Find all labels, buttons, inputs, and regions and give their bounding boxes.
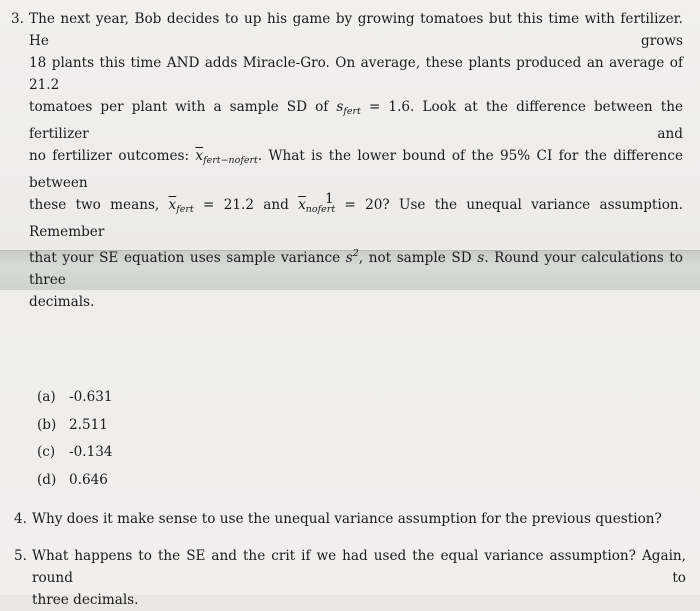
x-diff-symbol: [195, 148, 257, 164]
q3-line-7: decimals.: [29, 294, 95, 310]
equals-fert-value: = 21.2 and: [193, 197, 299, 213]
s-squared-symbol: [346, 250, 359, 266]
question-3-text: [29, 8, 683, 313]
question-4-number: 4.: [14, 511, 27, 527]
s-fert-symbol: [336, 99, 360, 115]
q3-line-5-text: these two means,: [29, 197, 169, 213]
q3-line-6-tail: . Round your calculations to three: [29, 250, 683, 288]
s-symbol: s: [336, 99, 344, 115]
option-value: -0.631: [69, 389, 113, 405]
page-number: 1: [325, 191, 334, 207]
nofert-subscript: nofert: [305, 204, 336, 215]
fert-subscript: fert: [176, 204, 194, 215]
fert-subscript: fert: [343, 106, 361, 117]
q3-line-1: The next year, Bob decides to up his game by growing tomatoes but this time with fertilizer. He grows: [29, 11, 683, 49]
xbar-symbol: $\overline{x}$: [195, 148, 204, 164]
q3-line-4: [29, 145, 683, 194]
q3-line-4-text: no fertilizer outcomes:: [29, 148, 196, 164]
option-value: -0.134: [69, 444, 113, 460]
option-value: 2.511: [69, 416, 108, 433]
q5-line-1: What happens to the SE and the crit if we had used the equal variance assumption? Again, round to: [32, 548, 686, 586]
option-value: 0.646: [69, 471, 108, 488]
q3-line-2: 18 plants this time AND adds Miracle-Gro. On average, these plants produced an average of 21.2: [29, 55, 683, 93]
option-label: (d): [37, 471, 57, 488]
q3-line-6-mid: , not sample SD: [358, 250, 478, 266]
equals-nofert-value: = 20? Use the unequal variance assumption. Remember: [29, 197, 683, 240]
option-a[interactable]: [37, 386, 113, 414]
q3-line-3-tail: = 1.6. Look at the difference between the fertilizer and: [29, 99, 683, 142]
option-c[interactable]: [37, 441, 113, 469]
option-d[interactable]: [37, 469, 113, 497]
option-label: (a): [37, 389, 56, 405]
q3-line-3-text: tomatoes per plant with a sample SD of: [29, 99, 337, 115]
q4-line-1: Why does it make sense to use the unequal variance assumption for the previous question?: [32, 511, 662, 527]
exponent-2: 2: [352, 248, 359, 259]
option-label: (b): [37, 416, 57, 433]
q3-line-4-tail: . What is the lower bound of the 95% CI for the difference between: [29, 148, 683, 191]
xbar-symbol: $\overline{x}$: [168, 197, 177, 213]
answer-options: [37, 386, 113, 496]
s-symbol: s: [477, 250, 485, 266]
question-5-text: [32, 545, 686, 611]
question-4-text: [32, 508, 686, 530]
q3-line-3: [29, 96, 683, 145]
option-label: (c): [37, 444, 56, 460]
question-3-number: 3.: [11, 11, 24, 27]
q3-line-6-text: that your SE equation uses sample variance: [29, 250, 346, 266]
question-5-number: 5.: [14, 548, 27, 564]
x-fert-symbol: [169, 197, 194, 213]
q3-line-6: [29, 243, 683, 291]
diff-subscript: fert−nofert: [203, 155, 258, 166]
option-b[interactable]: [37, 414, 113, 442]
q3-line-5: [29, 194, 683, 243]
q5-line-2: three decimals.: [32, 592, 139, 608]
s-symbol: s: [345, 250, 353, 266]
xbar-symbol: $\overline{x}$: [298, 197, 306, 213]
